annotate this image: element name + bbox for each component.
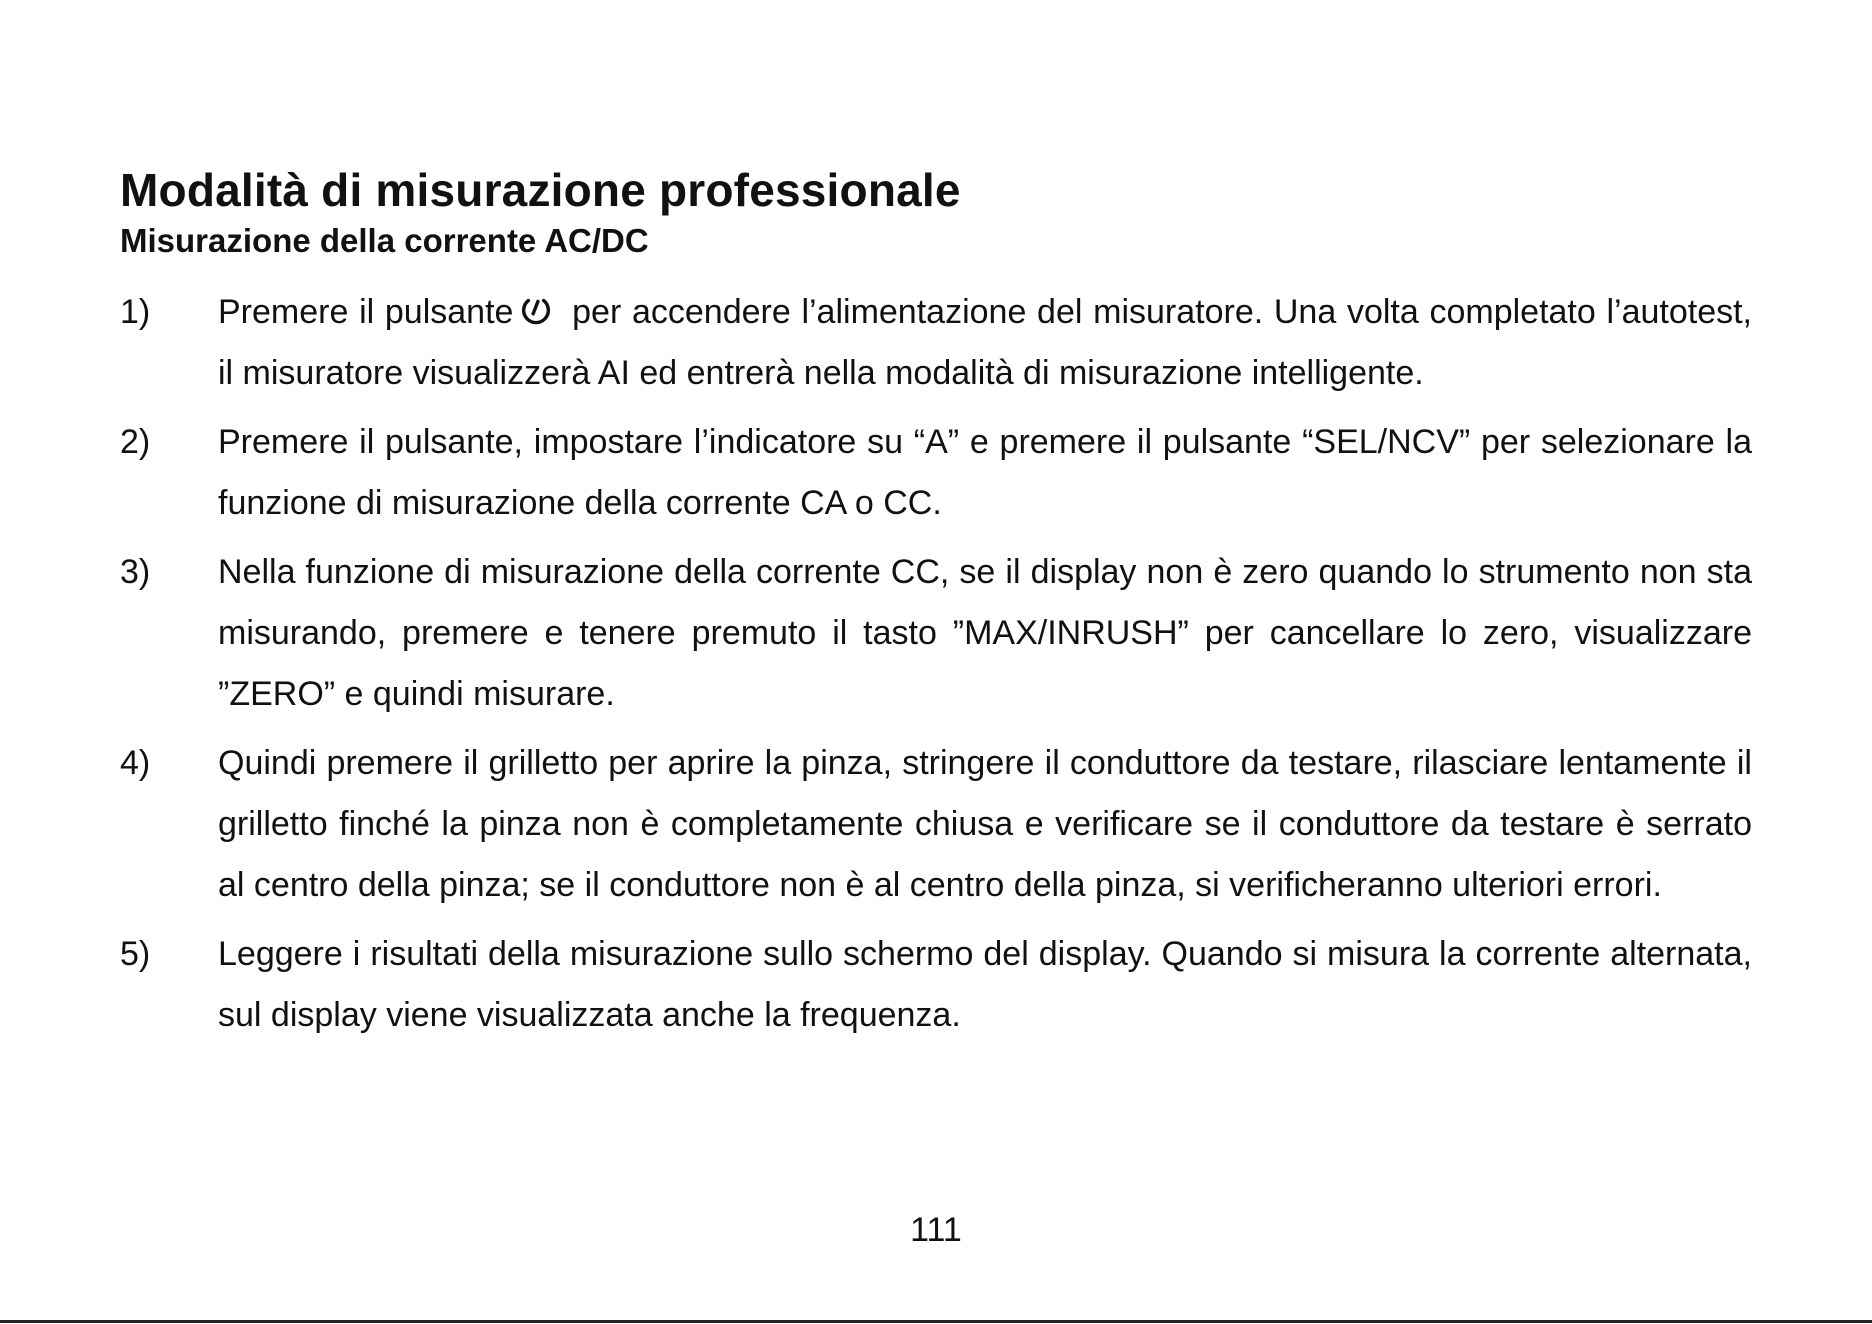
page-number: 111 xyxy=(910,1211,962,1249)
step-5 xyxy=(120,924,1752,1046)
step-2 xyxy=(120,412,1752,534)
step-number: 3) xyxy=(120,553,151,591)
step-number: 5) xyxy=(120,935,151,973)
step-text-after-icon: per accendere l’alimentazione del misuratore. Una volta completato l’autotest, il misuratore visualizzerà AI ed entrerà nella modalità di misurazione intelligente. xyxy=(218,293,1753,392)
step-number: 1) xyxy=(120,293,151,331)
page-title: Modalità di misurazione professionale xyxy=(120,164,961,216)
step-1 xyxy=(120,282,1752,404)
bottom-divider xyxy=(0,1320,1872,1323)
step-text xyxy=(218,282,1752,404)
instruction-steps xyxy=(120,282,1752,1054)
step-text: Nella funzione di misurazione della corrente CC, se il display non è zero quando lo strumento non sta misurando, premere e tenere premuto il tasto ”MAX/INRUSH” per cancellare lo zero, visualizzare ”ZERO” e quindi misurare. xyxy=(218,553,1752,713)
step-number: 4) xyxy=(120,744,151,782)
step-text: Premere il pulsante, impostare l’indicatore su “A” e premere il pulsante “SEL/NCV” per selezionare la funzione di misurazione della corrente CA o CC. xyxy=(218,423,1752,522)
step-4 xyxy=(120,733,1752,916)
step-text: Quindi premere il grilletto per aprire la pinza, stringere il conduttore da testare, rilasciare lentamente il grilletto finché la pinza non è completamente chiusa e verificare se il conduttore da testare è serrato al centro della pinza; se il conduttore non è al centro della pinza, si verificheranno ulteriori errori. xyxy=(218,744,1752,904)
power-icon xyxy=(517,291,555,329)
section-subtitle: Misurazione della corrente AC/DC xyxy=(120,222,649,259)
step-number: 2) xyxy=(120,423,151,461)
step-3 xyxy=(120,542,1752,725)
step-text: Leggere i risultati della misurazione sullo schermo del display. Quando si misura la corrente alternata, sul display viene visualizzata anche la frequenza. xyxy=(218,935,1752,1034)
step-text-before-icon: Premere il pulsante xyxy=(218,293,514,331)
